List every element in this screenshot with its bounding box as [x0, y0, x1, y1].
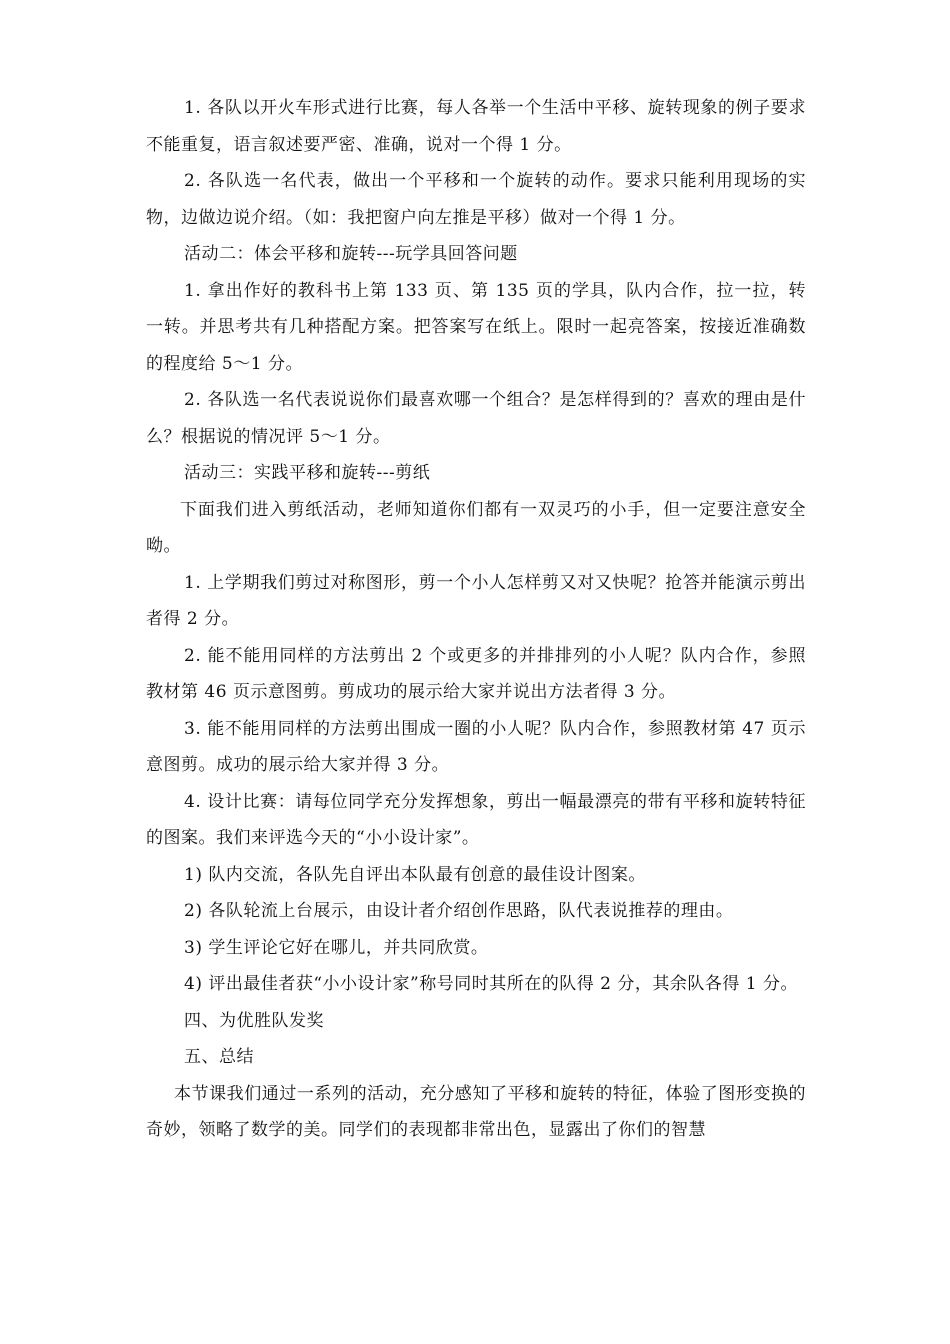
- document-page: [146, 90, 806, 1149]
- paragraph-activity-three-2: 2. 能不能用同样的方法剪出 2 个或更多的并排排列的小人呢？队内合作，参照教材第 46 页示意图剪。剪成功的展示给大家并说出方法者得 3 分。: [146, 645, 806, 702]
- paragraph-activity-three-1: 1. 上学期我们剪过对称图形，剪一个小人怎样剪又对又快呢？抢答并能演示剪出者得 2 分。: [146, 572, 806, 629]
- paragraph-activity-three-3: 3. 能不能用同样的方法剪出围成一圈的小人呢？队内合作，参照教材第 47 页示意图剪。成功的展示给大家并得 3 分。: [146, 718, 806, 775]
- heading-section-five: 五、总结: [184, 1047, 254, 1067]
- list-item-step-1: 1) 队内交流，各队先自评出本队最有创意的最佳设计图案。: [184, 864, 646, 885]
- heading-activity-three: 活动三：实践平移和旋转---剪纸: [184, 463, 431, 483]
- list-item-step-2: 2) 各队轮流上台展示，由设计者介绍创作思路，队代表说推荐的理由。: [184, 901, 734, 921]
- list-item-step-3: 3) 学生评论它好在哪儿，并共同欣赏。: [184, 937, 489, 958]
- heading-activity-two: 活动二：体会平移和旋转---玩学具回答问题: [184, 244, 518, 264]
- paragraph-rule-2: 2. 各队选一名代表，做出一个平移和一个旋转的动作。要求只能利用现场的实物，边做边说介绍。（如：我把窗户向左推是平移）做对一个得 1 分。: [146, 171, 806, 228]
- paragraph-activity-two-1: 1. 拿出作好的教科书上第 133 页、第 135 页的学具，队内合作，拉一拉，转一转。并思考共有几种搭配方案。把答案写在纸上。限时一起亮答案，按接近准确数的程度给 5～1 分。: [146, 280, 806, 374]
- paragraph-summary: 本节课我们通过一系列的活动，充分感知了平移和旋转的特征，体验了图形变换的奇妙，领略了数学的美。同学们的表现都非常出色，显露出了你们的智慧: [146, 1083, 806, 1140]
- paragraph-activity-two-2: 2. 各队选一名代表说说你们最喜欢哪一个组合？是怎样得到的？喜欢的理由是什么？根据说的情况评 5～1 分。: [146, 390, 806, 447]
- heading-section-four: 四、为优胜队发奖: [184, 1010, 324, 1031]
- list-item-step-4: 4) 评出最佳者获“小小设计家”称号同时其所在的队得 2 分，其余队各得 1 分。: [184, 974, 798, 994]
- paragraph-activity-three-intro: 下面我们进入剪纸活动，老师知道你们都有一双灵巧的小手，但一定要注意安全呦。: [146, 499, 806, 556]
- paragraph-activity-three-4: 4. 设计比赛：请每位同学充分发挥想象，剪出一幅最漂亮的带有平移和旋转特征的图案。我们来评选今天的“小小设计家”。: [146, 791, 806, 848]
- paragraph-rule-1: 1. 各队以开火车形式进行比赛，每人各举一个生活中平移、旋转现象的例子要求不能重复，语言叙述要严密、准确，说对一个得 1 分。: [146, 98, 806, 155]
